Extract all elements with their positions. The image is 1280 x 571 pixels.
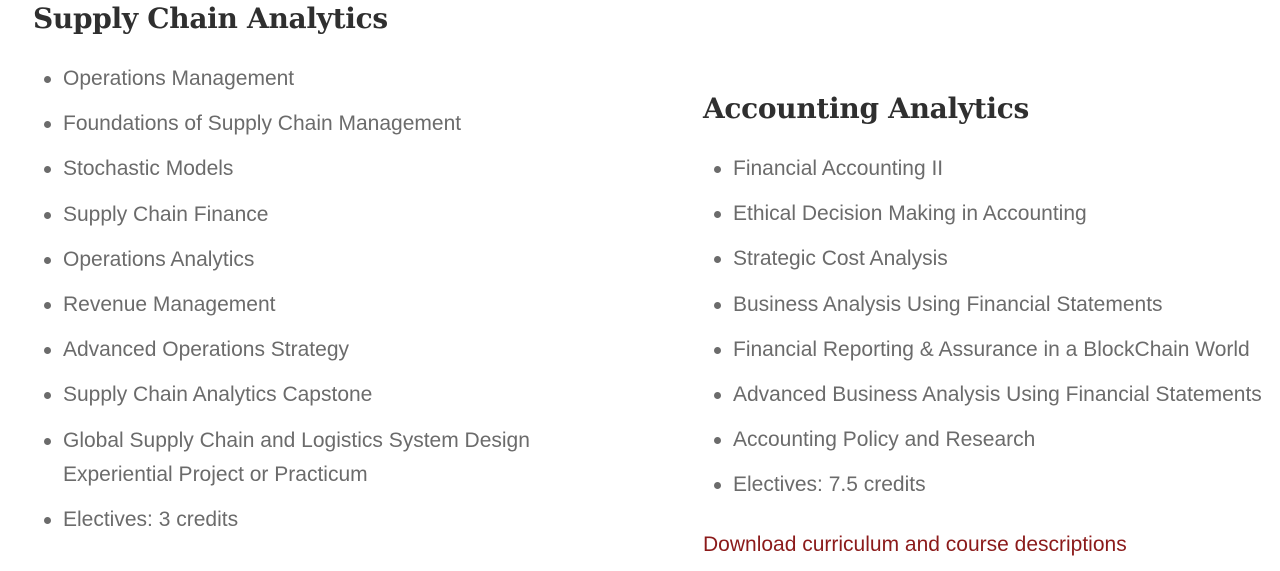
course-name: Business Analysis Using Financial Statements (733, 292, 1163, 316)
bullet-icon (714, 256, 721, 263)
course-name: Accounting Policy and Research (733, 428, 1036, 452)
bullet-icon (44, 166, 51, 173)
course-name: Financial Reporting & Assurance in a BlockChain World (733, 337, 1250, 361)
course-name: Electives: 7.5 credits (733, 473, 926, 497)
bullet-icon (44, 121, 51, 128)
list-item (703, 197, 1262, 232)
course-name: Ethical Decision Making in Accounting (733, 202, 1087, 226)
bullet-icon (714, 482, 721, 489)
list-item (33, 503, 533, 538)
list-item (33, 152, 533, 187)
supply-chain-course-list (33, 62, 533, 548)
bullet-icon (44, 302, 51, 309)
course-name: Operations Analytics (63, 247, 255, 271)
list-item (33, 424, 533, 493)
list-item (703, 378, 1262, 413)
course-name: Electives: 3 credits (63, 508, 239, 532)
list-item (703, 152, 1262, 187)
bullet-icon (714, 166, 721, 173)
list-item (33, 107, 533, 142)
bullet-icon (44, 76, 51, 83)
list-item (703, 423, 1262, 458)
bullet-icon (44, 347, 51, 354)
list-item (33, 198, 533, 233)
course-name: Strategic Cost Analysis (733, 247, 948, 271)
list-item (33, 378, 533, 413)
list-item (703, 288, 1262, 323)
supply-chain-title: Supply Chain Analytics (33, 2, 388, 35)
bullet-icon (714, 347, 721, 354)
course-name: Supply Chain Analytics Capstone (63, 383, 373, 407)
accounting-title: Accounting Analytics (703, 92, 1029, 125)
bullet-icon (44, 257, 51, 264)
list-item (33, 243, 533, 278)
list-item (703, 333, 1262, 368)
bullet-icon (44, 392, 51, 399)
bullet-icon (714, 211, 721, 218)
course-name: Advanced Operations Strategy (63, 338, 350, 362)
bullet-icon (44, 517, 51, 524)
course-name: Revenue Management (63, 292, 276, 316)
bullet-icon (44, 438, 51, 445)
list-item (33, 333, 533, 368)
list-item (703, 242, 1262, 277)
course-name: Supply Chain Finance (63, 202, 269, 226)
list-item (33, 62, 533, 97)
course-name: Stochastic Models (63, 157, 234, 181)
bullet-icon (44, 212, 51, 219)
course-name: Global Supply Chain and Logistics System Design Experiential Project or Practicum (63, 428, 530, 486)
course-name: Advanced Business Analysis Using Financial Statements (733, 382, 1262, 406)
bullet-icon (714, 302, 721, 309)
download-curriculum-link[interactable]: Download curriculum and course descriptions (703, 533, 1127, 556)
list-item (33, 288, 533, 323)
course-name: Foundations of Supply Chain Management (63, 112, 462, 136)
course-name: Financial Accounting II (733, 157, 944, 180)
course-name: Operations Management (63, 67, 295, 90)
list-item (703, 468, 1262, 503)
bullet-icon (714, 437, 721, 444)
bullet-icon (714, 392, 721, 399)
accounting-course-list (703, 152, 1262, 514)
